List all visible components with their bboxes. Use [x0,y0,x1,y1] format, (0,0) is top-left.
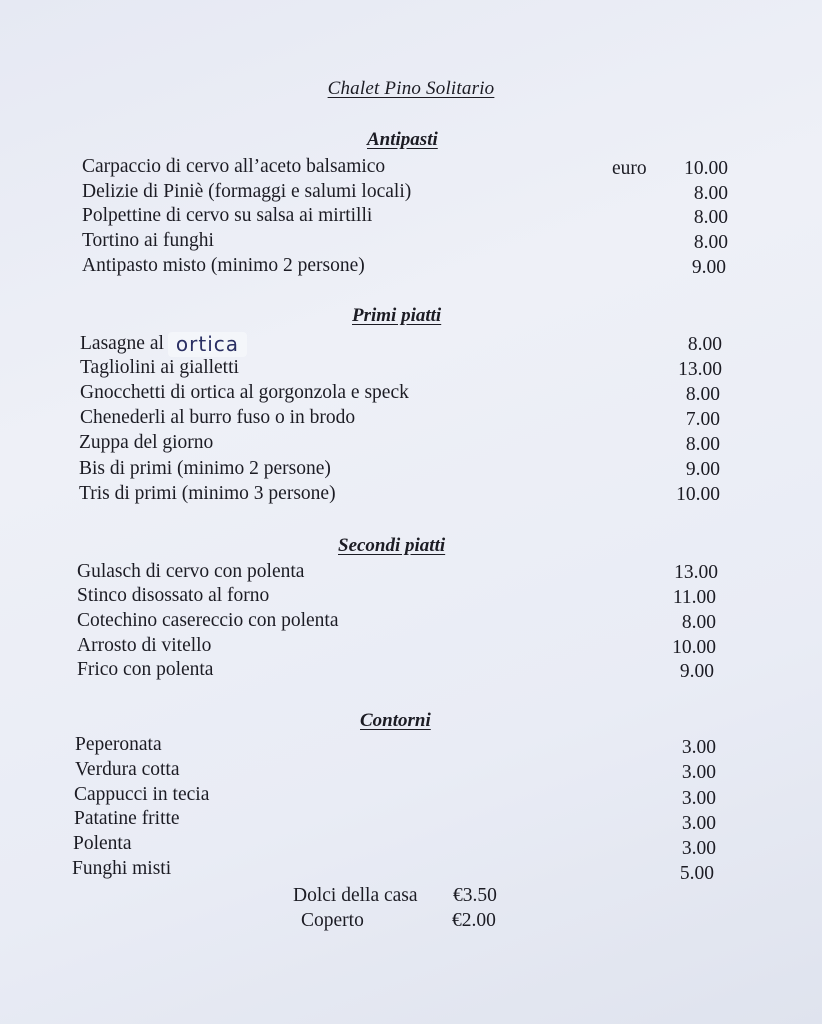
menu-item-name: Peperonata [75,734,162,755]
menu-item-name: Arrosto di vitello [77,635,212,656]
menu-item-price: 10.00 [672,637,716,658]
menu-item-price: 9.00 [691,257,726,278]
dolci-price: €3.50 [453,885,497,906]
menu-item-name: Tagliolini ai gialletti [80,357,239,378]
heading-antipasti: Antipasti [367,129,438,150]
menu-item-name: Bis di primi (minimo 2 persone) [79,458,331,479]
menu-item-price: 8.00 [685,434,720,455]
handwritten-correction: ortica [168,332,247,357]
menu-item-price: 8.00 [693,232,728,253]
menu-item-price: 7.00 [685,409,720,430]
menu-item-name: Delizie di Piniè (formaggi e salumi locali) [82,181,412,202]
menu-item-name: Gulasch di cervo con polenta [77,561,305,582]
heading-secondi-piatti: Secondi piatti [338,535,446,556]
menu-item-price: 3.00 [681,788,716,809]
menu-item-name: Tortino ai funghi [82,230,214,251]
menu-item-price: 13.00 [674,562,718,583]
menu-item-price: 9.00 [685,459,720,480]
heading-contorni: Contorni [360,710,431,731]
menu-item-name: Cotechino casereccio con polenta [77,610,339,631]
menu-item-price: 11.00 [672,587,716,608]
menu-item-name: Zuppa del giorno [79,432,214,453]
menu-item-name: Carpaccio di cervo all’aceto balsamico [82,156,386,177]
menu-item-price: 13.00 [678,359,722,380]
menu-item-price: 8.00 [693,207,728,228]
menu-item-name: Funghi misti [72,858,172,879]
menu-item-name: Tris di primi (minimo 3 persone) [79,483,336,504]
menu-item-name: Gnocchetti di ortica al gorgonzola e speck [80,382,409,403]
menu-item-text: Lasagne al [80,333,164,354]
menu-item-price: 3.00 [681,762,716,783]
menu-item-price: 5.00 [679,863,714,884]
menu-item-name: Polpettine di cervo su salsa ai mirtilli [82,205,373,226]
menu-item-price: 8.00 [685,384,720,405]
menu-item-name: Polenta [73,833,132,854]
currency-label: euro [612,158,647,179]
coperto-price: €2.00 [452,910,496,931]
menu-item-name [80,330,247,355]
menu-item-name: Antipasto misto (minimo 2 persone) [82,255,365,276]
heading-primi-piatti: Primi piatti [352,305,442,326]
menu-item-price: 8.00 [687,334,722,355]
coperto-label: Coperto [301,910,364,931]
menu-item-name: Verdura cotta [75,759,180,780]
menu-item-name: Cappucci in tecia [74,784,210,805]
menu-item-price: 10.00 [684,158,728,179]
menu-item-price: 8.00 [681,612,716,633]
dolci-label: Dolci della casa [293,885,418,906]
menu-item-price: 9.00 [679,661,714,682]
menu-item-price: 3.00 [681,838,716,859]
menu-item-price: 8.00 [693,183,728,204]
menu-item-price: 3.00 [681,737,716,758]
restaurant-title: Chalet Pino Solitario [327,78,495,99]
menu-item-name: Chenederli al burro fuso o in brodo [80,407,356,428]
menu-item-price: 10.00 [676,484,720,505]
menu-item-name: Patatine fritte [74,808,180,829]
menu-item-name: Stinco disossato al forno [77,585,270,606]
menu-item-name: Frico con polenta [77,659,214,680]
menu-item-price: 3.00 [681,813,716,834]
